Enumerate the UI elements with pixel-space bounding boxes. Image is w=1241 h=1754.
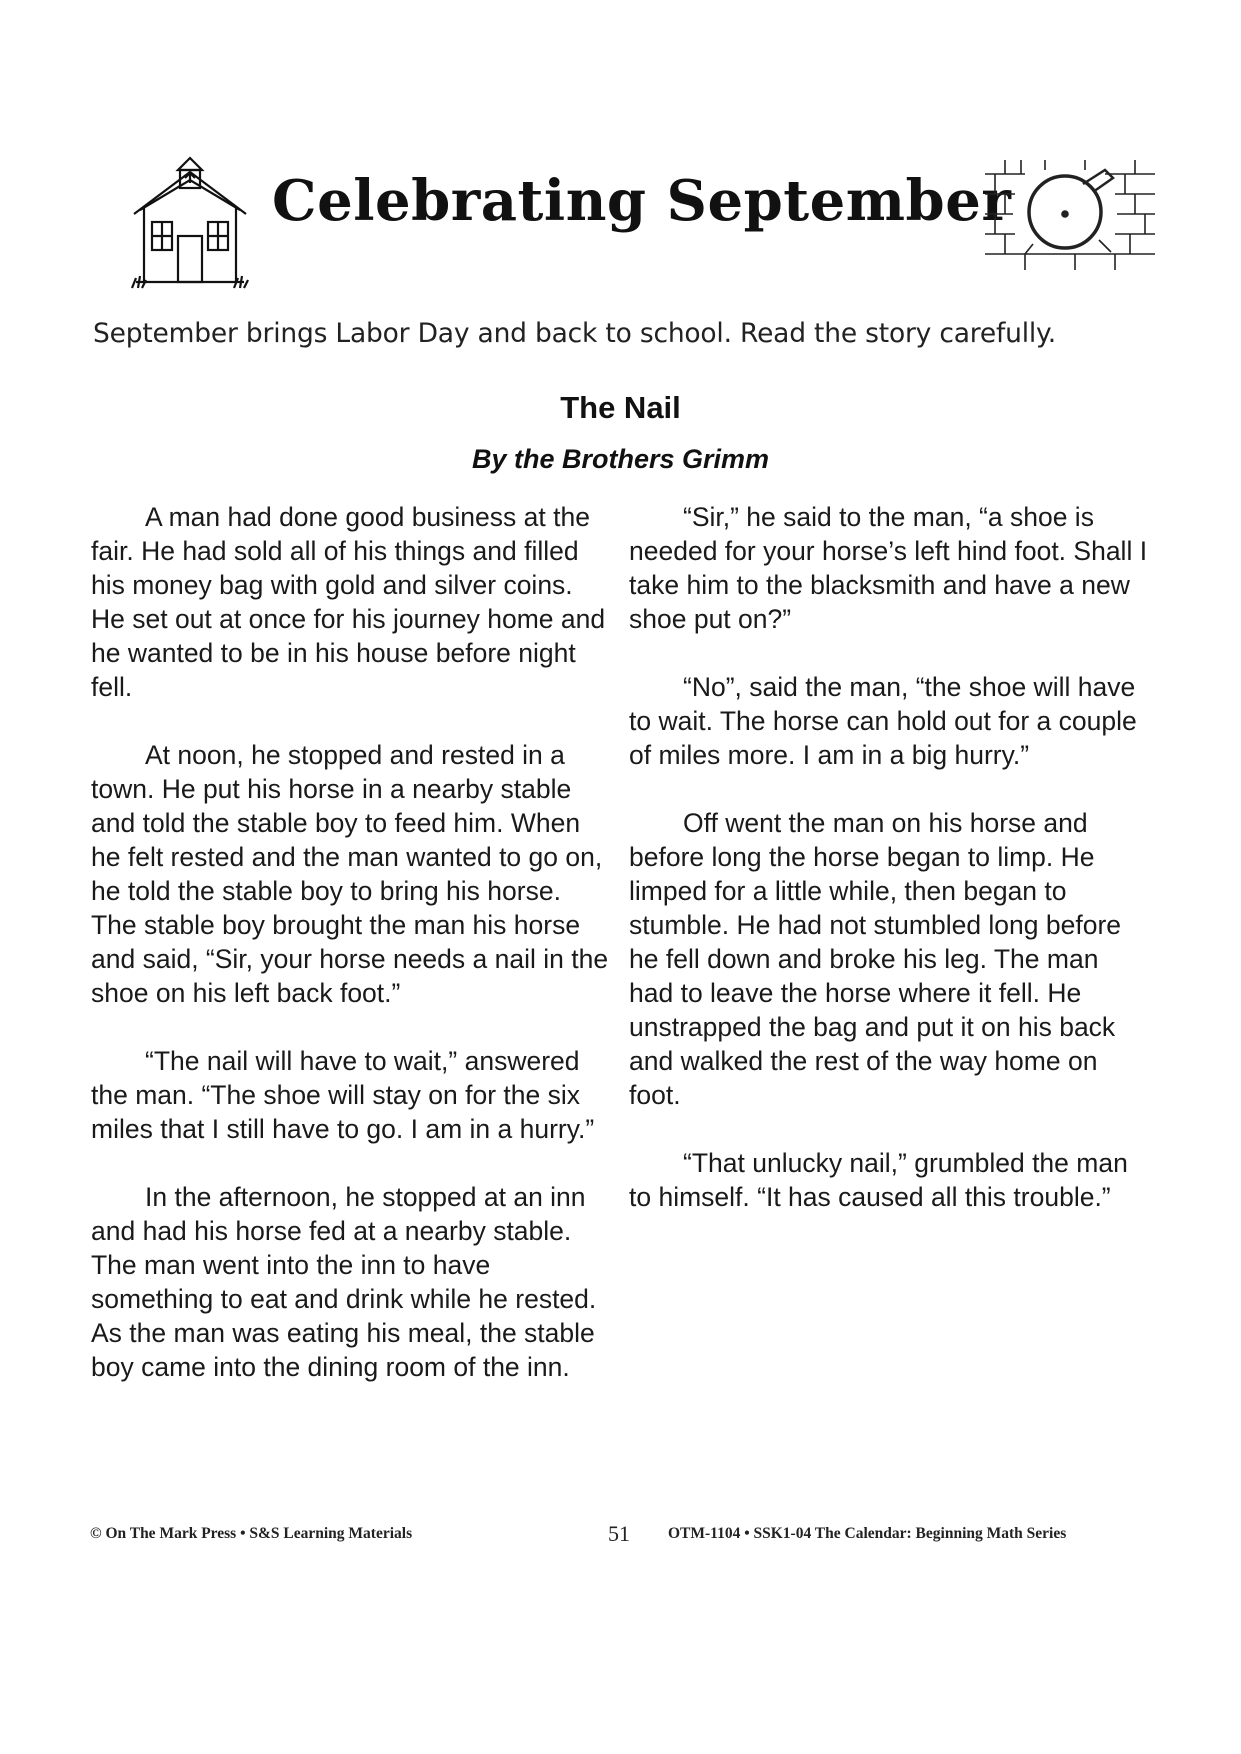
- footer-series: OTM-1104 • SSK1-04 The Calendar: Beginning Math Series: [668, 1525, 1067, 1542]
- school-bell-icon: [985, 160, 1155, 270]
- page-header: [130, 150, 1150, 295]
- paragraph: “No”, said the man, “the shoe will have to wait. The horse can hold out for a couple of miles more. I am in a big hurry.”: [629, 672, 1137, 770]
- story-column-left: [91, 500, 611, 1418]
- paragraph: “That unlucky nail,” grumbled the man to himself. “It has caused all this trouble.”: [629, 1148, 1128, 1212]
- story-title: The Nail: [560, 390, 681, 425]
- page-number: 51: [608, 1521, 630, 1546]
- paragraph: “Sir,” he said to the man, “a shoe is needed for your horse’s left hind foot. Shall I take him to the blacksmith and have a new shoe put on?”: [629, 502, 1148, 634]
- paragraph: At noon, he stopped and rested in a town. He put his horse in a nearby stable and told the stable boy to feed him. When he felt rested and the man wanted to go on, he told the stable boy to bring his horse. The stable boy brought the man his horse and said, “Sir, your horse needs a nail in the shoe on his left back foot.”: [91, 740, 609, 1008]
- paragraph: In the afternoon, he stopped at an inn and had his horse fed at a nearby stable. The man went into the inn to have something to eat and drink while he rested. As the man was eating his meal, the stable boy came into the dining room of the inn.: [91, 1182, 597, 1382]
- footer-publisher: © On The Mark Press • S&S Learning Materials: [90, 1525, 413, 1542]
- story-column-right: [629, 500, 1149, 1248]
- schoolhouse-icon: [130, 150, 250, 292]
- paragraph: A man had done good business at the fair. He had sold all of his things and filled his money bag with gold and silver coins. He set out at once for his journey home and he wanted to be in his house before night fell.: [91, 502, 606, 702]
- paragraph: “The nail will have to wait,” answered the man. “The shoe will stay on for the six miles that I still have to go. I am in a hurry.”: [91, 1046, 595, 1144]
- page-title: Celebrating September: [272, 168, 1012, 234]
- story-byline: By the Brothers Grimm: [471, 444, 770, 474]
- intro-text: September brings Labor Day and back to school. Read the story carefully.: [93, 318, 1056, 349]
- paragraph: Off went the man on his horse and before long the horse began to limp. He limped for a little while, then began to stumble. He had not stumbled long before he fell down and broke his leg. The man had to leave the horse where it fell. He unstrapped the bag and put it on his back and walked the rest of the way home on foot.: [629, 808, 1122, 1110]
